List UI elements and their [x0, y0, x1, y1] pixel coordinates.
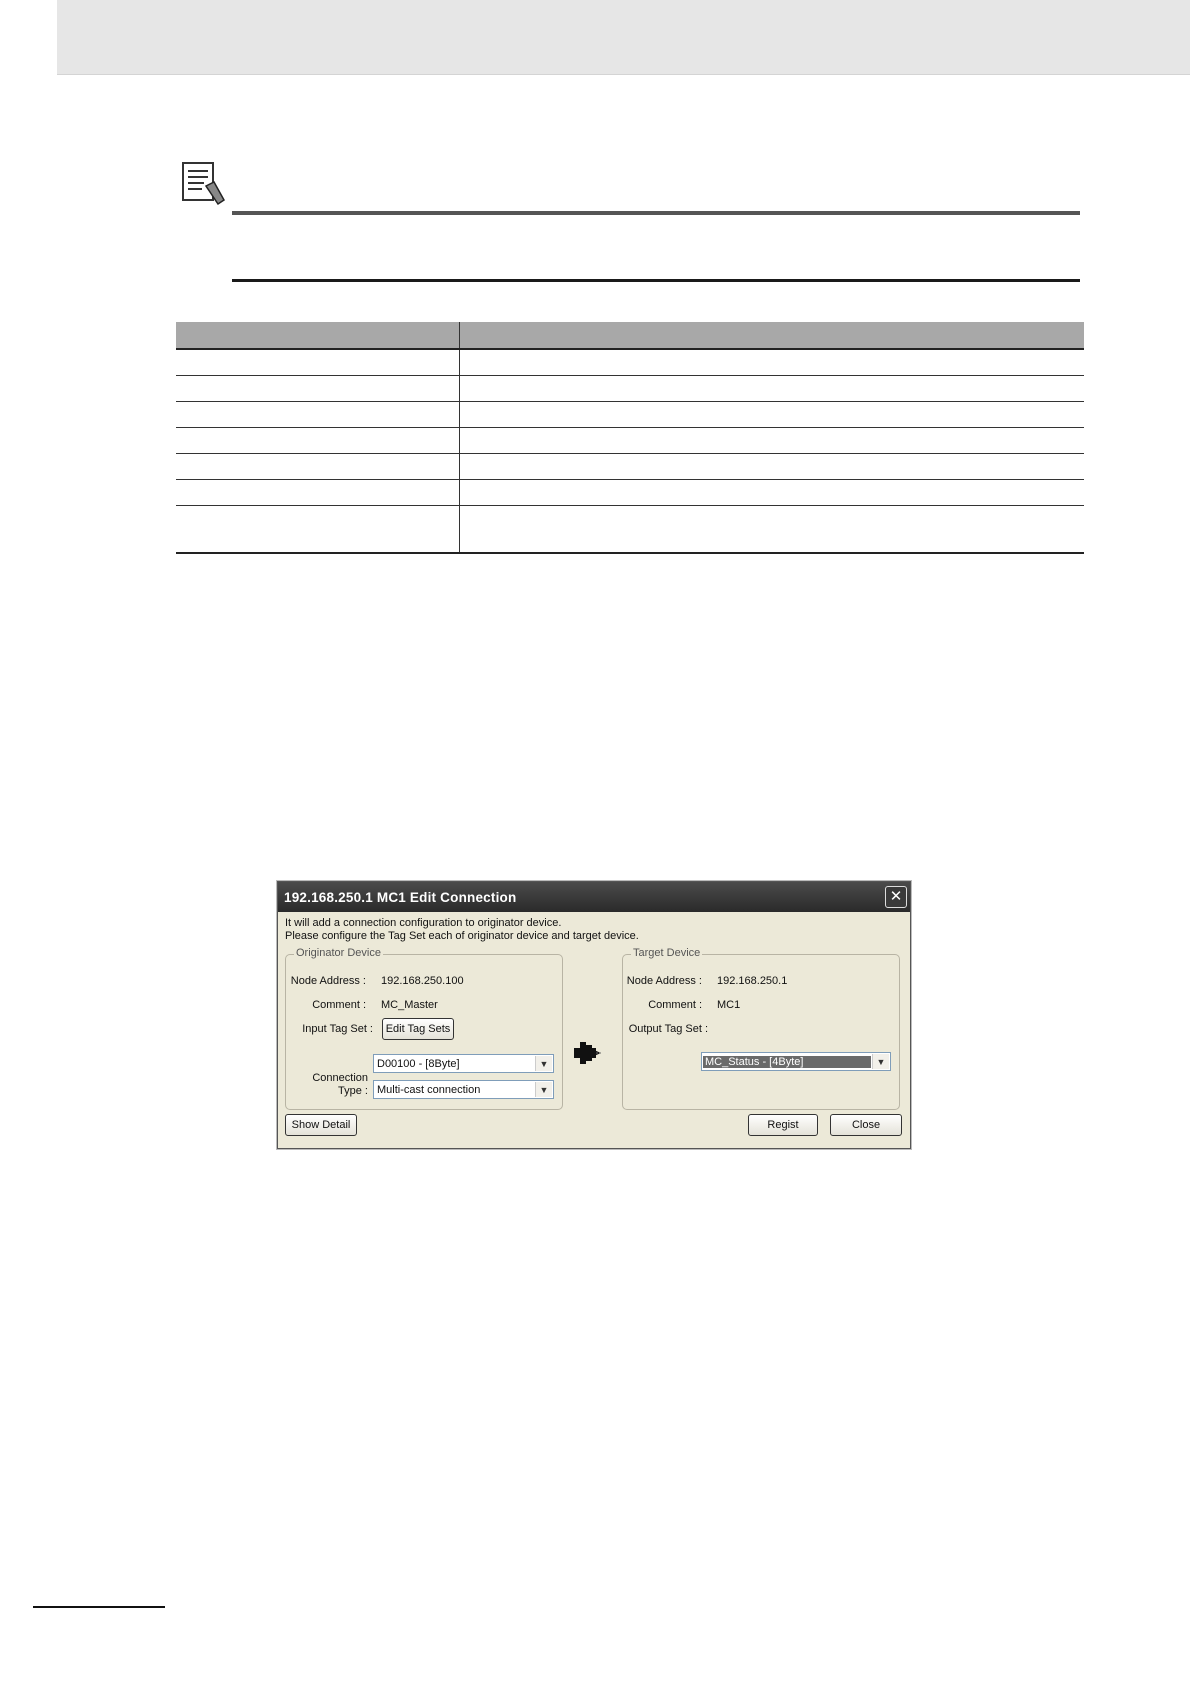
- originator-comment: MC_Master: [381, 999, 438, 1011]
- connection-type-label-2: Type :: [338, 1085, 368, 1097]
- target-comment-label: Comment :: [648, 999, 702, 1011]
- table-header-cell: [460, 322, 1085, 349]
- originator-node-address: 192.168.250.100: [381, 975, 464, 987]
- chevron-down-icon[interactable]: ▼: [535, 1082, 552, 1097]
- dialog-message-line2: Please configure the Tag Set each of originator device and target device.: [285, 930, 639, 942]
- arrow-right-icon: [570, 1040, 604, 1066]
- table-row: [176, 376, 1084, 402]
- note-top-rule: [232, 211, 1080, 215]
- target-comment: MC1: [717, 999, 741, 1011]
- close-button[interactable]: Close: [830, 1114, 902, 1136]
- originator-comment-label: Comment :: [312, 999, 366, 1011]
- input-tag-set-label: Input Tag Set :: [302, 1023, 373, 1035]
- footer-rule: [33, 1606, 165, 1608]
- input-tag-set-select[interactable]: [373, 1054, 554, 1073]
- table-row: [176, 480, 1084, 506]
- target-device-legend: Target Device: [633, 947, 701, 959]
- dialog-titlebar: [278, 882, 910, 912]
- output-tag-set-value: MC_Status - [4Byte]: [703, 1056, 871, 1068]
- settings-table: [176, 322, 1084, 554]
- table-header-cell: [176, 322, 460, 349]
- output-tag-set-select[interactable]: [701, 1052, 891, 1071]
- output-tag-set-label: Output Tag Set :: [628, 1023, 708, 1035]
- connection-type-select[interactable]: [373, 1080, 554, 1099]
- close-icon[interactable]: ✕: [885, 886, 907, 908]
- input-tag-set-value: D00100 - [8Byte]: [377, 1057, 460, 1070]
- table-row: [176, 349, 1084, 376]
- originator-device-legend: Originator Device: [296, 947, 381, 959]
- table-row: [176, 402, 1084, 428]
- regist-button[interactable]: Regist: [748, 1114, 818, 1136]
- page-header-band: [57, 0, 1190, 75]
- reference-note-icon: [180, 160, 226, 206]
- connection-type-label-1: Connection: [312, 1072, 368, 1084]
- chevron-down-icon[interactable]: ▼: [535, 1056, 552, 1071]
- table-header-row: [176, 322, 1084, 349]
- dialog-title: 192.168.250.1 MC1 Edit Connection: [284, 889, 517, 905]
- target-node-address-label: Node Address :: [626, 975, 702, 987]
- edit-tag-sets-button[interactable]: Edit Tag Sets: [382, 1018, 454, 1040]
- dialog-message-line1: It will add a connection configuration to originator device.: [285, 917, 562, 929]
- table-row: [176, 428, 1084, 454]
- edit-connection-dialog: [277, 881, 911, 1149]
- target-node-address: 192.168.250.1: [717, 975, 788, 987]
- show-detail-button[interactable]: Show Detail: [285, 1114, 357, 1136]
- table-row: [176, 454, 1084, 480]
- table-row: [176, 506, 1084, 554]
- chevron-down-icon[interactable]: ▼: [872, 1054, 889, 1069]
- note-bottom-rule: [232, 279, 1080, 282]
- originator-node-address-label: Node Address :: [290, 975, 366, 987]
- connection-type-value: Multi-cast connection: [377, 1083, 481, 1096]
